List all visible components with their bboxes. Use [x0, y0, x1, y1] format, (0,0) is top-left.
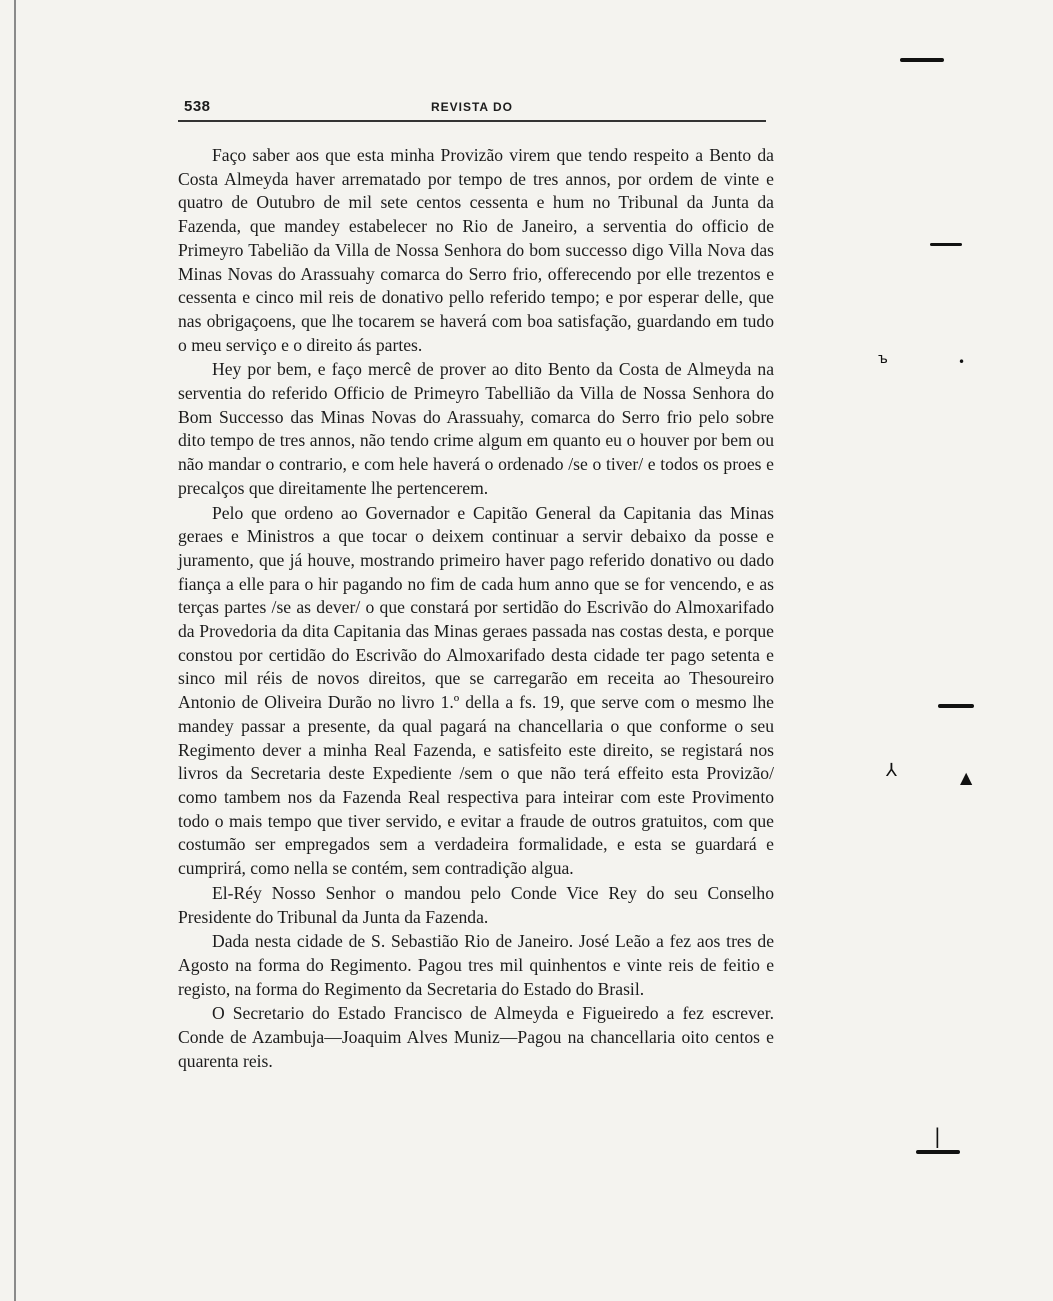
page-number: 538: [184, 98, 211, 115]
margin-speck-3: ⅄: [886, 760, 897, 781]
margin-speck-4: ▲: [960, 768, 973, 787]
paragraph-hey-por-bem: Hey por bem, e faço mercê de prover ao dito Bento da Costa de Almeyda na serventia do referido Officio de Primeyro Tabellião da Villa de Nossa Senhora do Bom Successo das Minas Novas do Arassuahy, comarca do Serro frio pelo sobre dito tempo de tres annos, não tendo crime algum em quanto eu o houver por bem ou não mandar o contrario, e com hele haverá o ordenado /se o tiver/ e todos os proes e precalços que direitamente lhe pertencerem.: [178, 359, 774, 498]
margin-speck-5: |: [934, 1124, 941, 1148]
paragraph-secretario: O Secretario do Estado Francisco de Almeyda e Figueiredo a fez escrever. Conde de Azambuja—Joaquim Alves Muniz—Pagou na chancellaria oito centos e quarenta reis.: [178, 1003, 774, 1071]
paragraph-dada: Dada nesta cidade de S. Sebastião Rio de Janeiro. José Leão a fez aos tres de Agosto na forma do Regimento. Pagou tres mil quinhentos e vinte reis de feitio e registo, na forma do Regimento da Secretaria do Estado do Brasil.: [178, 931, 774, 999]
margin-speck-2: •: [958, 355, 966, 369]
margin-mark-1: [900, 58, 944, 62]
page-header: [178, 92, 766, 122]
running-title: REVISTA DO: [430, 100, 513, 114]
paragraph-el-rey: El-Réy Nosso Senhor o mandou pelo Conde Vice Rey do seu Conselho Presidente do Tribunal da Junta da Fazenda.: [178, 882, 774, 927]
margin-mark-3: [938, 704, 974, 708]
page-binding-edge: [14, 0, 16, 1301]
paragraph-provisao: Faço saber aos que esta minha Provizão virem que tendo respeito a Bento da Costa Almeyda haver arrematado por tempo de tres annos, por ordem de vinte e quatro de Outubro de mil sete centos cessenta e hum no Tribunal da Junta da Fazenda, que mandey estabelecer no Rio de Janeiro, a serventia do officio de Primeyro Tabelião da Villa de Nossa Senhora do bom successo digo Villa Nova das Minas Novas do Arassuahy comarca do Serro frio, offerecendo por elle trezentos e cessenta e cinco mil reis de donativo pello referido tempo; e por esperar delle, que nas obrigaçoens, que lhe tocarem se haverá com boa satisfação, guardando em tudo o meu serviço e o direito ás partes.: [178, 145, 774, 355]
paragraph-pelo-que-ordeno: Pelo que ordeno ao Governador e Capitão General da Capitania das Minas geraes e Ministros a que tocar o deixem continuar a servir debaixo da posse e juramento, que já houve, mostrando primeiro haver pago referido donativo ou dado fiança a elle para o hir pagando no fim de cada hum anno que se for vencendo, e as terças partes /se as dever/ o que constará por sertidão do Escrivão do Almoxarifado da Provedoria da dita Capitania das Minas geraes passada nas costas desta, e porque constou por certidão do Escrivão do Almoxarifado desta cidade ter pago setenta e sinco mil réis de novos direitos, que se carregarão em receita ao Thesoureiro Antonio de Oliveira Durão no livro 1.º della a fs. 19, que serve com o mesmo lhe mandey passar a presente, da qual pagará na chancellaria o que conforme o seu Regimento dever a minha Real Fazenda, e satisfeito este direito, se registará nos livros da Secretaria deste Expediente /sem o que não terá effeito esta Provizão/ como tambem nos da Fazenda Real respectiva para inteirar com este Provimento todo o mais tempo que tiver servido, e evitar a fraude de outros gratuitos, com que costumão ser empregados sem a verdadeira formalidade, e esta se guardará e cumprirá, como nella se contém, sem contradição algua.: [178, 502, 774, 879]
margin-mark-2: [930, 243, 962, 246]
margin-speck-1: ъ: [878, 351, 888, 367]
margin-mark-4: [916, 1150, 960, 1154]
document-body: [178, 144, 774, 1074]
